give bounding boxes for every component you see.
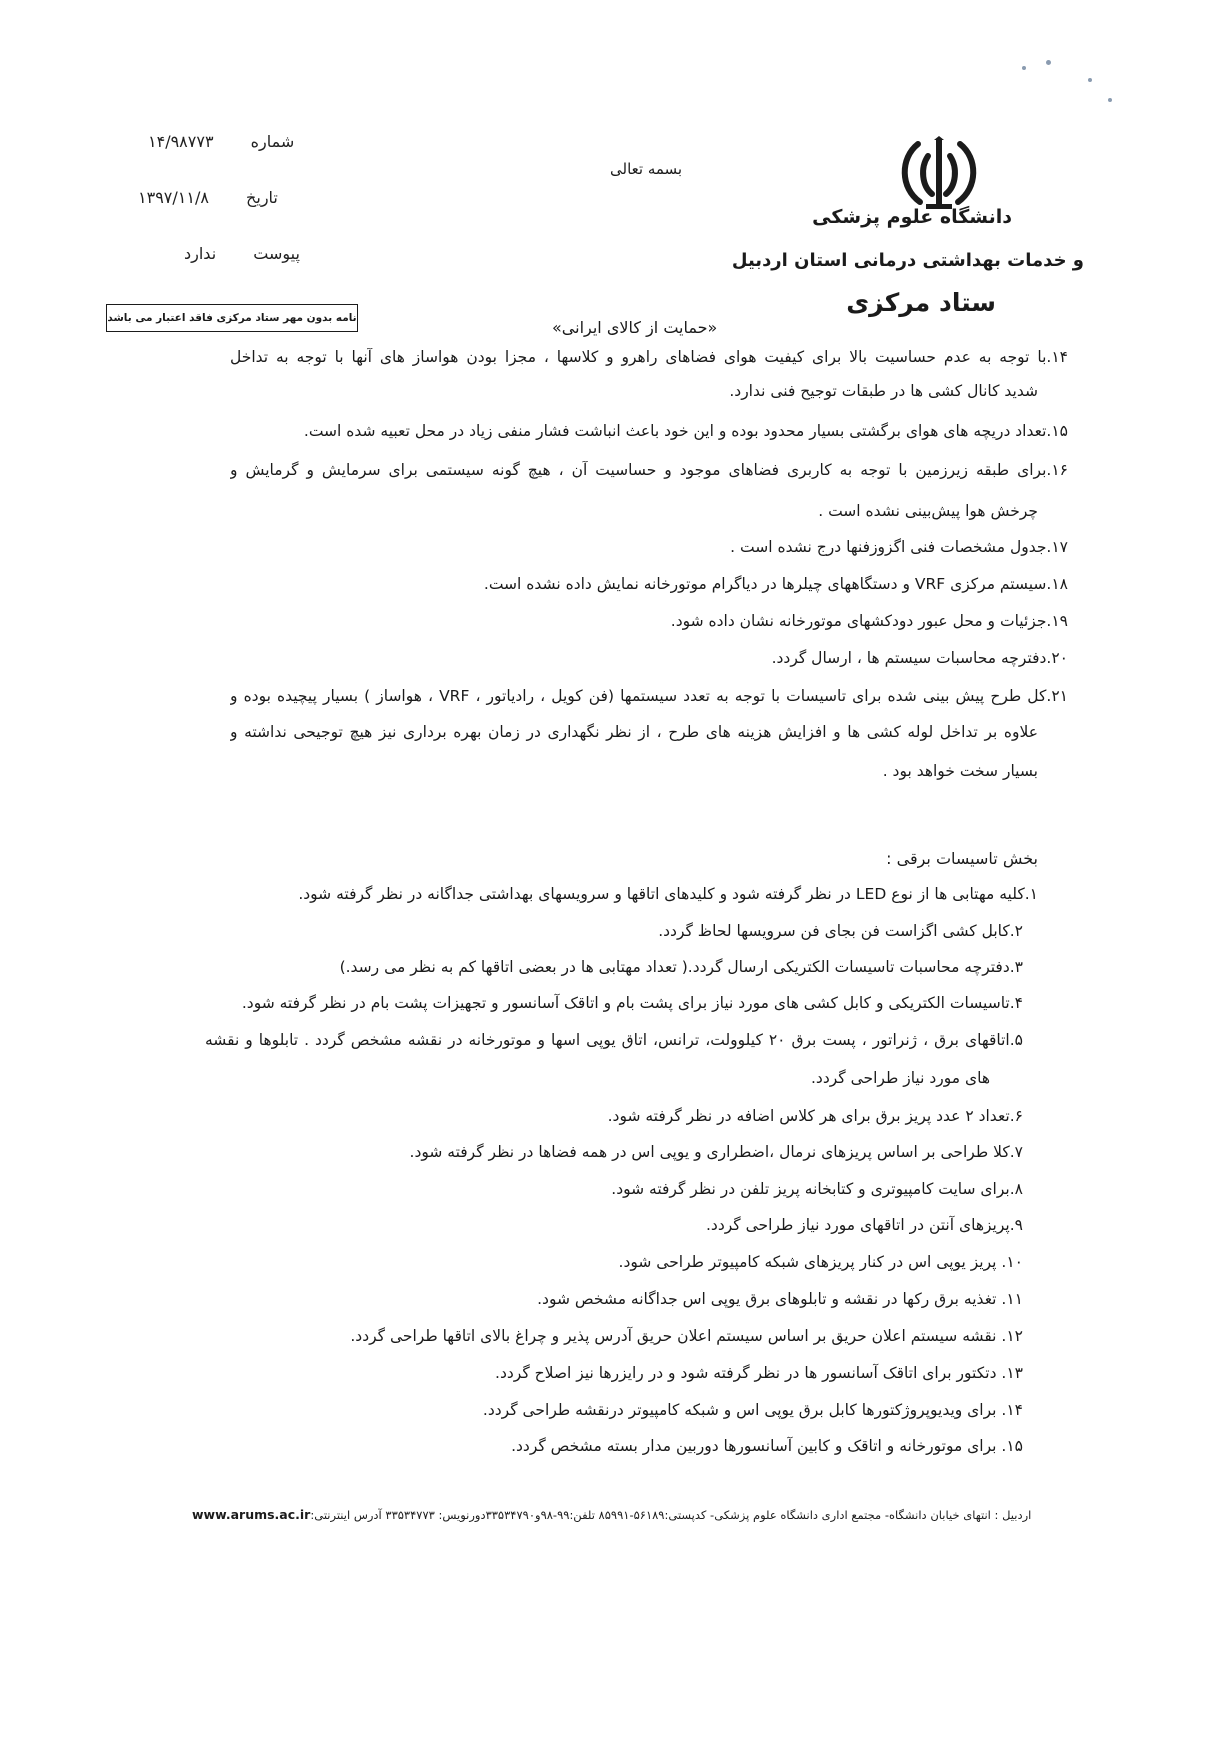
slogan: «حمایت از کالای ایرانی»: [552, 318, 718, 337]
list-item-line: ۲۰.دفترچه محاسبات سیستم ها ، ارسال گردد.: [771, 649, 1068, 667]
date-value: ۱۳۹۷/۱۱/۸: [138, 188, 209, 207]
list-item-line: ۱۵.تعداد دریچه های هوای برگشتی بسیار محدود بوده و این خود باعث انباشت فشار منفی زیاد در محل تعبیه شده است.: [303, 422, 1068, 440]
list-item-line: ۲۱.کل طرح پیش بینی شده برای تاسیسات با توجه به تعدد سیستمها (فن کویل ، رادیاتور ، VRF ، هواساز ) بسیار پیچیده بوده و: [230, 687, 1068, 705]
list-item-line: چرخش هوا پیش‌بینی نشده است .: [818, 502, 1038, 520]
letter-number: [148, 132, 294, 151]
list-item-line: ۱۰. پریز یوپی اس در کنار پریزهای شبکه کامپیوتر طراحی شود.: [618, 1253, 1023, 1271]
org-name: دانشگاه علوم پزشکی: [812, 206, 1012, 228]
electrical-section-title: بخش تاسیسات برقی :: [886, 849, 1038, 868]
list-item-line: ۲.کابل کشی اگزاست فن بجای فن سرویسها لحاظ گردد.: [658, 922, 1023, 940]
list-item-line: ۱۲. نقشه سیستم اعلان حریق بر اساس سیستم اعلان حریق آدرس پذیر و چراغ بالای اتاقها طراحی گردد.: [350, 1327, 1023, 1345]
scan-speck: [1046, 60, 1051, 65]
list-item-line: ۱۴.با توجه به عدم حساسیت بالا برای کیفیت هوای فضاهای راهرو و کلاسها ، مجزا بودن هواساز های آنها با توجه به تداخل: [230, 348, 1068, 366]
date-label: تاریخ: [246, 188, 278, 207]
list-item-line: ۱۸.سیستم مرکزی VRF و دستگاههای چیلرها در دیاگرام موتورخانه نمایش داده نشده است.: [483, 575, 1068, 593]
list-item-line: ۱۱. تغذیه برق رکها در نقشه و تابلوهای برق یوپی اس جداگانه مشخص شود.: [537, 1290, 1023, 1308]
list-item-line: ۷.کلا طراحی بر اساس پریزهای نرمال ،اضطراری و یو‌پی اس در همه فضاها در نظر گرفته شود.: [409, 1143, 1023, 1161]
scan-speck: [1022, 66, 1026, 70]
list-item-line: های مورد نیاز طراحی گردد.: [811, 1069, 990, 1087]
list-item-line: ۱۷.جدول مشخصات فنی اگزوزفنها درج نشده است .: [730, 538, 1068, 556]
number-label: شماره: [250, 132, 295, 151]
list-item-line: ۱۹.جزئیات و محل عبور دودکشهای موتورخانه نشان داده شود.: [670, 612, 1068, 630]
list-item-line: ۳.دفترچه محاسبات تاسیسات الکتریکی ارسال گردد.( تعداد مهتابی ها در بعضی اتاقها کم به نظر می رسد.): [339, 958, 1023, 976]
list-item-line: علاوه بر تداخل لوله کشی ها و افزایش هزینه های طرح ، از نظر نگهداری در زمان بهره برداری نیز هیچ توجیحی نداشته و: [230, 723, 1038, 741]
list-item-line: ۸.برای سایت کامپیوتری و کتابخانه پریز تلفن در نظر گرفته شود.: [611, 1180, 1023, 1198]
footer-website-link[interactable]: www.arums.ac.ir: [192, 1507, 311, 1522]
number-value: ۱۴/۹۸۷۷۳: [148, 132, 214, 151]
scan-speck: [1108, 98, 1112, 102]
list-item-line: ۱۴. برای ویدیوپروژکتورها کابل برق یوپی اس و شبکه کامپیوتر درنقشه طراحی گردد.: [482, 1401, 1023, 1419]
list-item-line: شدید کانال کشی ها در طبقات توجیح فنی ندارد.: [729, 382, 1038, 400]
list-item-line: بسیار سخت خواهد بود .: [882, 762, 1038, 780]
list-item-line: ۱۵. برای موتورخانه و اتاقک و کابین آسانسورها دوربین مدار بسته مشخص گردد.: [511, 1437, 1023, 1455]
org-headquarters: ستاد مرکزی: [846, 288, 996, 317]
list-item-line: ۱۳. دتکتور برای اتاقک آسانسور ها در نظر گرفته شود و در رایزرها نیز اصلاح گردد.: [495, 1364, 1023, 1382]
letter-attachment: [184, 244, 300, 263]
list-item-line: ۹.پریزهای آنتن در اتاقهای مورد نیاز طراحی گردد.: [706, 1216, 1023, 1234]
bismillah-heading: بسمه تعالی: [610, 160, 683, 178]
footer-address: [192, 1507, 1031, 1522]
list-item-line: ۱۶.برای طبقه زیرزمین با توجه به کاربری فضاهای موجود و حساسیت آن ، هیچ گونه سیستمی برای سرمایش و گرمایش و: [230, 461, 1068, 479]
footer-address-text: اردبیل : انتهای خیابان دانشگاه- مجتمع اداری دانشگاه علوم پزشکی- کدپستی:۵۶۱۸۹-۸۵۹۹۱ تلفن:۹۹-۹۸و۳۳۵۳۴۷۹۰دورنویس: ۳۳۵۳۴۷۷۳ آدرس اینترنتی:: [310, 1508, 1032, 1522]
attachment-label: پیوست: [253, 244, 300, 263]
list-item-line: ۵.اتاقهای برق ، ژنراتور ، پست برق ۲۰ کیلوولت، ترانس، اتاق یوپی اسها و موتورخانه در نقشه مشخص گردد . تابلوها و نقشه: [205, 1031, 1023, 1049]
attachment-value: ندارد: [184, 244, 217, 263]
list-item-line: ۱.کلیه مهتابی ها از نوع LED در نظر گرفته شود و کلیدهای اتاقها و سرویسهای بهداشتی جداگانه در نظر گرفته شود.: [298, 885, 1038, 903]
list-item-line: ۶.تعداد ۲ عدد پریز برق برای هر کلاس اضافه در نظر گرفته شود.: [607, 1107, 1023, 1125]
iran-emblem-icon: [896, 136, 982, 212]
scan-speck: [1088, 78, 1092, 82]
list-item-line: ۴.تاسیسات الکتریکی و کابل کشی های مورد نیاز برای پشت بام و اتاقک آسانسور و تجهیزات پشت بام در نظر گرفته شود.: [241, 994, 1023, 1012]
letter-date: [138, 188, 278, 207]
org-subtitle: و خدمات بهداشتی درمانی استان اردبیل: [731, 250, 1084, 271]
stamp-notice-box: نامه بدون مهر ستاد مرکزی فاقد اعتبار می باشد: [106, 304, 358, 332]
